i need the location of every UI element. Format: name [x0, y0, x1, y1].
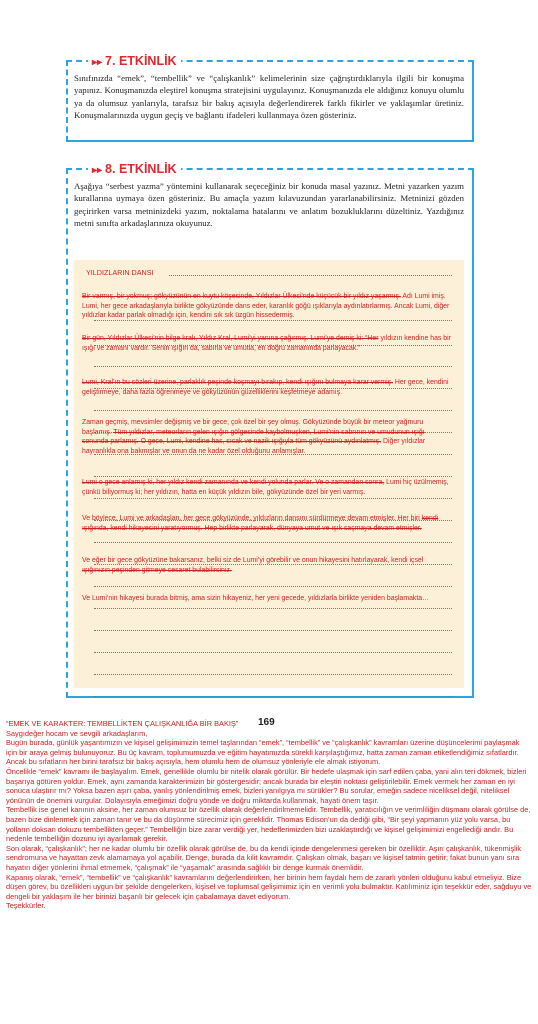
story-text-struck: Lumi o gece anlamış ki, her yıldız kendi zamanında ve kendi yolunda parlar. Ve o zamandan sonra,	[82, 479, 385, 486]
story-paragraph	[82, 594, 452, 604]
story-text-struck: Tüm yıldızlar, meteorların gelen ışığın gölgesinde kaybolmuşken, Lumi’nin sabrının ve umudunun ışığı sonunda parlamış. O gece, Lumi, kendine has, sıcak ve nazik ışığıyla tüm gökyüzünü aydınlatmış.	[82, 428, 425, 445]
speech-paragraph: Teşekkürler.	[6, 901, 46, 911]
speech-title: “EMEK VE KARAKTER: TEMBELLİKTEN ÇALIŞKANLIĞA BİR BAKIŞ”	[6, 719, 239, 728]
speech-paragraph: Öncelikle “emek” kavramı ile başlayalım. Emek, genellikle olumlu bir nitelik olarak görülür. Bir hedefe ulaşmak için sarf edilen çaba, yani alın teri dökmek, bizleri başarıya götüren yoldur. Emek, aynı zamanda karakterimizin bir göstergesidir; ancak burada bir eleştiri noktası geliştirilebilir. Emek vermek her zaman en iyi sonuca ulaştırır mı? Yoksa bazen aşırı çaba, yanlış yönlendirilmiş emek, bizleri yanılgıya mı sürükler? Bu sorular, emeğin sadece niceliksel değil, niteliksel yönünün de önemini vurgular. Dolayısıyla emeğimizi doğru yönde ve doğru miktarda kullanmak, hayati önem taşır.	[6, 766, 527, 805]
story-text: Lumi hiç üzülmemiş, çünkü biliyormuş ki; her yıldızın, hatta en küçük yıldızın bile, gökyüzünde özel bir yeri varmış.	[82, 479, 449, 496]
speech-paragraph: Tembellik ise genel kanının aksine, her zaman olumsuz bir özellik olarak değerlendirilmemelidir. Tembellik, yaratıcılığın ve verimliliğin düşmanı olarak görülse de, bazen bize dinlenmek için zaman tanır ve bu da düşünme sürecimiz için gereklidir. Thomas Edison’un da dediği gibi, “Bir şeyi yapmanın yüz yolu varsa, bu yolların doksan dokuzu tembellikten geçer.” Tembelliğin bize zarar verdiği yer, hedeflerimizden bizi uzaklaştırdığı ve kişisel gelişimimizi engellediği andır. Bu nedenle tembelliğin dozunu iyi ayarlamak gerekir.	[6, 805, 531, 844]
story-text: Zaman geçmiş, mevsimler değişmiş ve bir gece, çok özel bir şey olmuş. Gökyüzünde büyük bir meteor yağmuru başlamış.	[82, 419, 424, 436]
activity-7-heading	[88, 54, 181, 68]
story-text: Her gece, kendini geliştirmeye, daha fazla öğrenmeye ve gökyüzünün güzelliklerini keşfetmeye adamış.	[82, 379, 449, 396]
activity-8-heading	[88, 162, 181, 176]
story-text-struck: Bir gün, Yıldızlar Ülkesi’nin bilge kralı, Yıldız Kral, Lumi’yi yanına çağırmış. Lumi’ye demiş ki: “Her	[82, 335, 379, 342]
story-text: Adı Lumi imiş. Lumi, her gece arkadaşlarıyla birlikte gökyüzünde dans eder, karanlık göğü ışıklarıyla aydınlatırlarmış. Ancak Lumi, diğer yıldızlar kadar parlak olmadığı için, kendini sık sık üzgün hissedermiş.	[82, 293, 450, 319]
story-paragraph	[82, 292, 452, 321]
story-text-struck: Bir varmış, bir yokmuş; gökyüzünün en kuytu köşesinde, Yıldızlar Ülkesi’nde küçücük bir yıldız yaşarmış.	[82, 293, 401, 300]
page-number: 169	[258, 717, 275, 728]
story-text: Ve eğer bir gece gökyüzüne bakarsanız, belki siz de Lumi’yi görebilir ve onun hikayesini hatırlayarak, kendi içsel	[82, 557, 424, 564]
activity-7-box	[66, 54, 474, 142]
story-paragraph	[82, 478, 452, 497]
story-paragraph	[82, 418, 452, 456]
speech-paragraph: Son olarak, “çalışkanlık”; her ne kadar olumlu bir özellik olarak görülse de, bu da kendi içinde dengelenmesi gereken bir özelliktir. Aşırı çalışkanlık, tükenmişlik sendromuna ve hayattan zevk alamamaya yol açabilir. Denge, burada da kilit kavramdır. Çalışkan olmak, başarı ve kişisel tatmin getirir; fakat bunun yanı sıra hayatın diğer yönlerini ihmal etmemek, “çalışmak” ile “yaşamak” arasında sağlıklı bir denge kurmak önemlidir.	[6, 843, 522, 872]
story-text: Ve Lumi’nin hikayesi burada bitmiş, ama sizin hikayeniz, her yeni gecede, yıldızlarla birlikte yeniden başlamakta…	[82, 595, 430, 602]
speech-paragraph: Kapanış olarak, “emek”, “tembellik” ve “çalışkanlık” kavramlarını değerlendirirken, her birinin hem faydalı hem de zararlı yönleri olduğunu kabul etmeliyiz. Bize düşen görev, bu özellikleri uygun bir şekilde dengelerken, kişisel ve toplumsal gelişimimiz için en verimli yolu bulmaktır. Katılıminiz için teşekkür eder, sağduyu ve dengeli bir yaklaşım ile her birinizi başarılı bir gelecek için çabalamaya davet ediyorum.	[6, 872, 532, 901]
activity-8-box	[66, 162, 474, 698]
activity-7-title: 7. ETKİNLİK	[105, 54, 177, 68]
story-text-struck: Lumi, Kral’ın bu sözleri üzerine, parlaklık peşinde koşmayı bırakıp, kendi ışığını bulmaya karar vermiş.	[82, 379, 393, 386]
activity-7-instructions: Sınıfınızda “emek”, “tembellik” ve “çalışkanlık” kelimelerinin size çağrıştırdıklarıyla ilgili bir konuşma yapınız. Konuşmanızda eleştirel konuşma stratejisini uygulayınız. Konuşmanızda ele aldığınız konuyu olumlu ya da olumsuz yanlarıyla, tarafsız bir bakış açısıyla değerlendirerek farklı fikirler ve yaklaşımlar üretiniz. Konuşmalarınızda uygun geçiş ve bağlantı ifadeleri kullanmaya özen gösteriniz.	[74, 73, 464, 120]
story-title: YILDIZLARIN DANSI	[86, 268, 154, 277]
story-paragraph	[82, 514, 452, 533]
speech-text	[6, 719, 532, 911]
double-arrow-icon: ▸▸	[92, 57, 103, 68]
story-text: yıldızın kendine has bir ışığı ve zamanı vardır. Senin ışığın da, sabırla ve umutla, en doğru zamanında parlayacak.”	[82, 335, 451, 352]
speech-paragraph: Bugün burada, günlük yaşantımızın ve kişisel gelişimimizin temel taşlarından “emek”, “tembellik” ve “çalışkanlık” kavramları üzerine düşüncelerimi paylaşmak için bir araya gelmiş bulunuyoruz. Bu üç kavram, toplumumuzda ve eğitim hayatımızda sürekli karşılaştığımız, hatta zaman zaman etiketlendiğimiz sıfatlardır. Ancak bu sıfatların her birini tarafsız bir bakış açısıyla, hem olumlu hem de olumsuz yönleriyle ele almak istiyorum.	[6, 738, 520, 767]
activity-8-instructions: Aşağıya “serbest yazma” yöntemini kullanarak seçeceğiniz bir konuda masal yazınız. Metni yazarken yazım kurallarına uymaya özen gösteriniz. Bu amaçla yazım kılavuzundan yararlanabilirsiniz. Metninizi gözden geçirirken varsa metninizdeki yazım, noktalama hatalarını ve anlatım bozukluklarını düzeltiniz. Yazdığınız metni sınıfta arkadaşlarınıza okuyunuz.	[74, 181, 464, 228]
story-text-struck: kendi ışığında, kendi hikayesini yaratıyormuş. Hep birlikte parlayarak, dünyaya umut ve ışık saçmaya devam etmişler.	[82, 515, 439, 532]
story-text: Diğer yıldızlar hayranlıkla ona bakmışlar ve onun da ne kadar özel olduğunu anlamışlar.	[82, 438, 426, 455]
story-paragraph	[82, 378, 452, 397]
activity-8-title: 8. ETKİNLİK	[105, 162, 177, 176]
speech-paragraph: Saygıdeğer hocam ve sevgili arkadaşlarım,	[6, 728, 148, 738]
double-arrow-icon: ▸▸	[92, 165, 103, 176]
story-paragraph	[82, 334, 452, 353]
writing-area[interactable]	[74, 260, 464, 688]
story-paragraph	[82, 556, 452, 575]
story-text-struck: ışığınızın peşinden gitmeye cesaret bulabilirsiniz.	[82, 566, 232, 574]
story-text: Ve böylece, Lumi ve arkadaşları, her gece gökyüzünde, yıldızların dansını sürdürmeye devam etmişler. Her biri	[82, 515, 422, 522]
